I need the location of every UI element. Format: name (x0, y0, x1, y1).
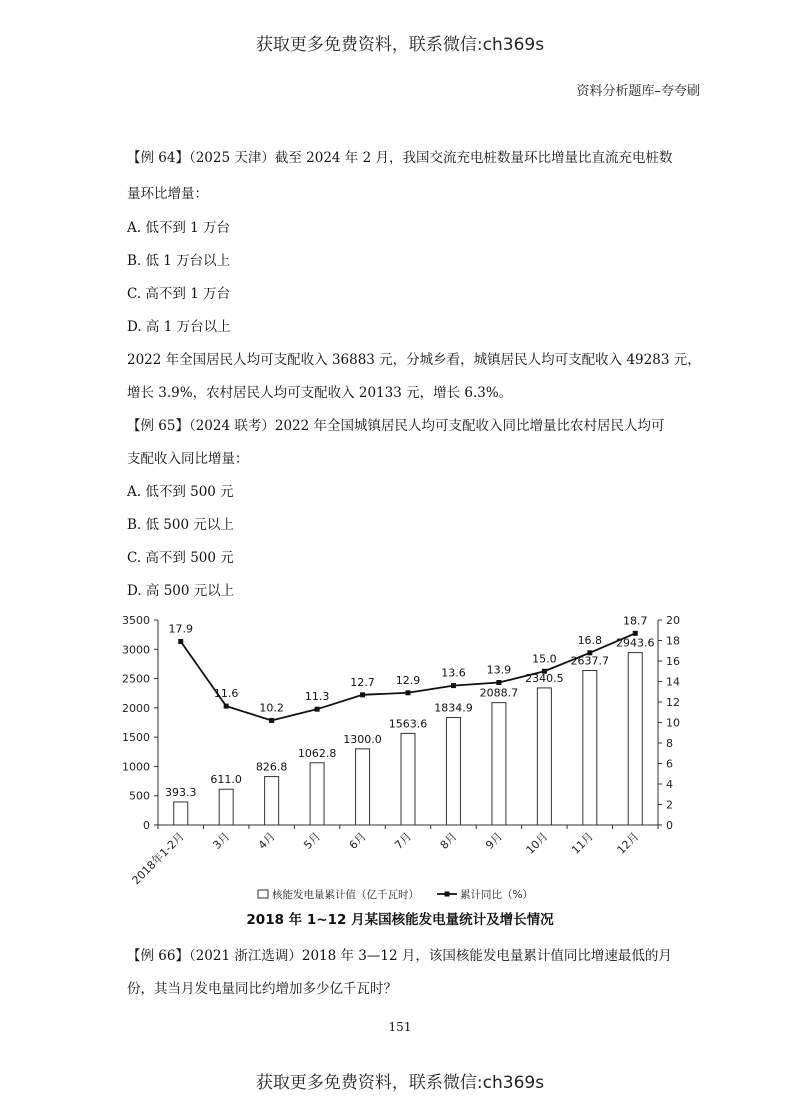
q65-stem-line2: 支配收入同比增量： (127, 451, 249, 467)
growth-value-label: 18.7 (623, 614, 648, 628)
q66-stem-line1: 【例 66】（2021 浙江选调）2018 年 3—12 月，该国核能发电量累计值同比增速最低的月 (127, 948, 672, 964)
bar (628, 653, 642, 825)
growth-value-label: 16.8 (577, 633, 603, 647)
right-axis-tick-label: 10 (666, 716, 680, 730)
q64-option-b: B. 低 1 万台以上 (127, 253, 231, 269)
growth-value-label: 12.7 (350, 675, 375, 689)
x-axis-tick-label: 6月 (346, 829, 369, 852)
x-axis-tick-label: 12月 (614, 829, 642, 857)
q64-option-d: D. 高 1 万台以上 (127, 319, 231, 335)
right-axis-tick-label: 20 (666, 614, 680, 627)
x-axis-tick-label: 10月 (523, 829, 551, 857)
q65-option-b: B. 低 500 元以上 (127, 517, 234, 533)
right-axis-tick-label: 6 (666, 757, 673, 771)
x-axis-tick-label: 3月 (210, 829, 233, 852)
right-axis-tick-label: 12 (666, 696, 680, 709)
bar-value-label: 393.3 (164, 785, 197, 799)
bar-value-label: 2637.7 (570, 654, 610, 668)
right-axis-tick-label: 18 (666, 634, 680, 648)
growth-value-label: 13.9 (486, 663, 512, 677)
q66-stem-line2: 份，其当月发电量同比约增加多少亿千瓦时？ (127, 981, 397, 997)
bar (265, 777, 279, 825)
left-axis-tick-label: 2500 (122, 672, 150, 686)
bar-value-label: 1062.8 (297, 746, 337, 760)
growth-value-label: 11.3 (304, 690, 330, 704)
q65-stem-line1: 【例 65】（2024 联考）2022 年全国城镇居民人均可支配收入同比增量比农村居民人均可 (127, 418, 665, 434)
growth-value-label: 11.6 (213, 687, 239, 701)
material-line2: 增长 3.9%，农村居民人均可支配收入 20133 元，增长 6.3%。 (127, 385, 513, 401)
left-axis-tick-label: 3000 (122, 643, 150, 657)
nuclear-power-chart (100, 605, 710, 905)
growth-point (496, 680, 501, 685)
q65-option-d: D. 高 500 元以上 (127, 583, 235, 599)
q64-option-c: C. 高不到 1 万台 (127, 286, 231, 302)
growth-point (633, 631, 638, 636)
x-axis-tick-label: 8月 (437, 829, 460, 852)
legend-line-label: 累计同比（%） (460, 889, 533, 901)
page-number: 151 (388, 1020, 412, 1034)
bar (401, 733, 415, 825)
growth-point (360, 692, 365, 697)
growth-point (224, 704, 229, 709)
right-axis-tick-label: 8 (666, 737, 673, 750)
q64-stem-line2: 量环比增量： (127, 186, 208, 202)
left-axis-tick-label: 1000 (122, 760, 150, 774)
bar (310, 763, 324, 825)
growth-value-label: 12.9 (395, 673, 421, 687)
growth-value-label: 13.6 (441, 666, 466, 680)
bar (174, 802, 188, 825)
bar (219, 789, 233, 825)
q65-option-c: C. 高不到 500 元 (127, 550, 234, 566)
bar-value-label: 2088.7 (479, 686, 519, 700)
left-axis-tick-label: 0 (143, 819, 150, 832)
legend-line-marker (445, 892, 450, 897)
right-axis-tick-label: 16 (666, 655, 680, 668)
legend-bar-label: 核能发电量累计值（亿千瓦时） (272, 889, 419, 901)
x-axis-tick-label: 2018年1-2月 (129, 829, 187, 888)
top-banner: 获取更多免费资料，联系微信:ch369s (255, 35, 545, 55)
growth-value-label: 15.0 (532, 652, 557, 666)
chart-title: 2018 年 1~12 月某国核能发电量统计及增长情况 (246, 912, 554, 928)
growth-value-label: 17.9 (168, 622, 193, 636)
x-axis-tick-label: 9月 (483, 829, 506, 852)
q65-option-a: A. 低不到 500 元 (127, 484, 234, 500)
bottom-banner: 获取更多免费资料，联系微信:ch369s (255, 1073, 545, 1093)
left-axis-tick-label: 3500 (122, 614, 150, 627)
bar (583, 671, 597, 825)
legend-bar-swatch (258, 890, 268, 898)
right-axis-tick-label: 14 (666, 675, 680, 689)
q64-option-a: A. 低不到 1 万台 (127, 220, 231, 236)
growth-point (406, 690, 411, 695)
material-line1: 2022 年全国居民人均可支配收入 36883 元，分城乡看，城镇居民人均可支配收入 49283 元， (127, 352, 701, 368)
bar (492, 703, 506, 825)
right-axis-tick-label: 4 (666, 778, 673, 791)
growth-point (315, 707, 320, 712)
bar-value-label: 2943.6 (616, 636, 655, 650)
left-axis-tick-label: 2000 (122, 701, 150, 715)
growth-value-label: 10.2 (259, 701, 284, 715)
page-header: 资料分析题库–夸夸刷 (576, 84, 700, 99)
bar-value-label: 1563.6 (388, 717, 428, 731)
x-axis-tick-label: 5月 (301, 829, 324, 852)
growth-point (451, 683, 456, 688)
right-axis-tick-label: 2 (666, 798, 673, 812)
growth-point (269, 718, 274, 723)
left-axis-tick-label: 500 (129, 789, 150, 803)
left-axis-tick-label: 1500 (122, 731, 150, 745)
bar (356, 749, 370, 825)
right-axis-tick-label: 0 (666, 819, 673, 832)
x-axis-tick-label: 4月 (255, 829, 278, 852)
bar-value-label: 2340.5 (525, 671, 564, 685)
q64-stem-line1: 【例 64】（2025 天津）截至 2024 年 2 月，我国交流充电桩数量环比增量比直流充电桩数 (127, 150, 673, 166)
bar-value-label: 1300.0 (343, 732, 382, 746)
x-axis-tick-label: 11月 (569, 829, 596, 857)
bar (446, 718, 460, 825)
x-axis-tick-label: 7月 (392, 829, 415, 852)
growth-point (178, 639, 183, 644)
bar (537, 688, 551, 825)
bar-value-label: 826.8 (255, 760, 288, 774)
bar-value-label: 611.0 (210, 773, 242, 787)
bar-value-label: 1834.9 (434, 701, 473, 715)
